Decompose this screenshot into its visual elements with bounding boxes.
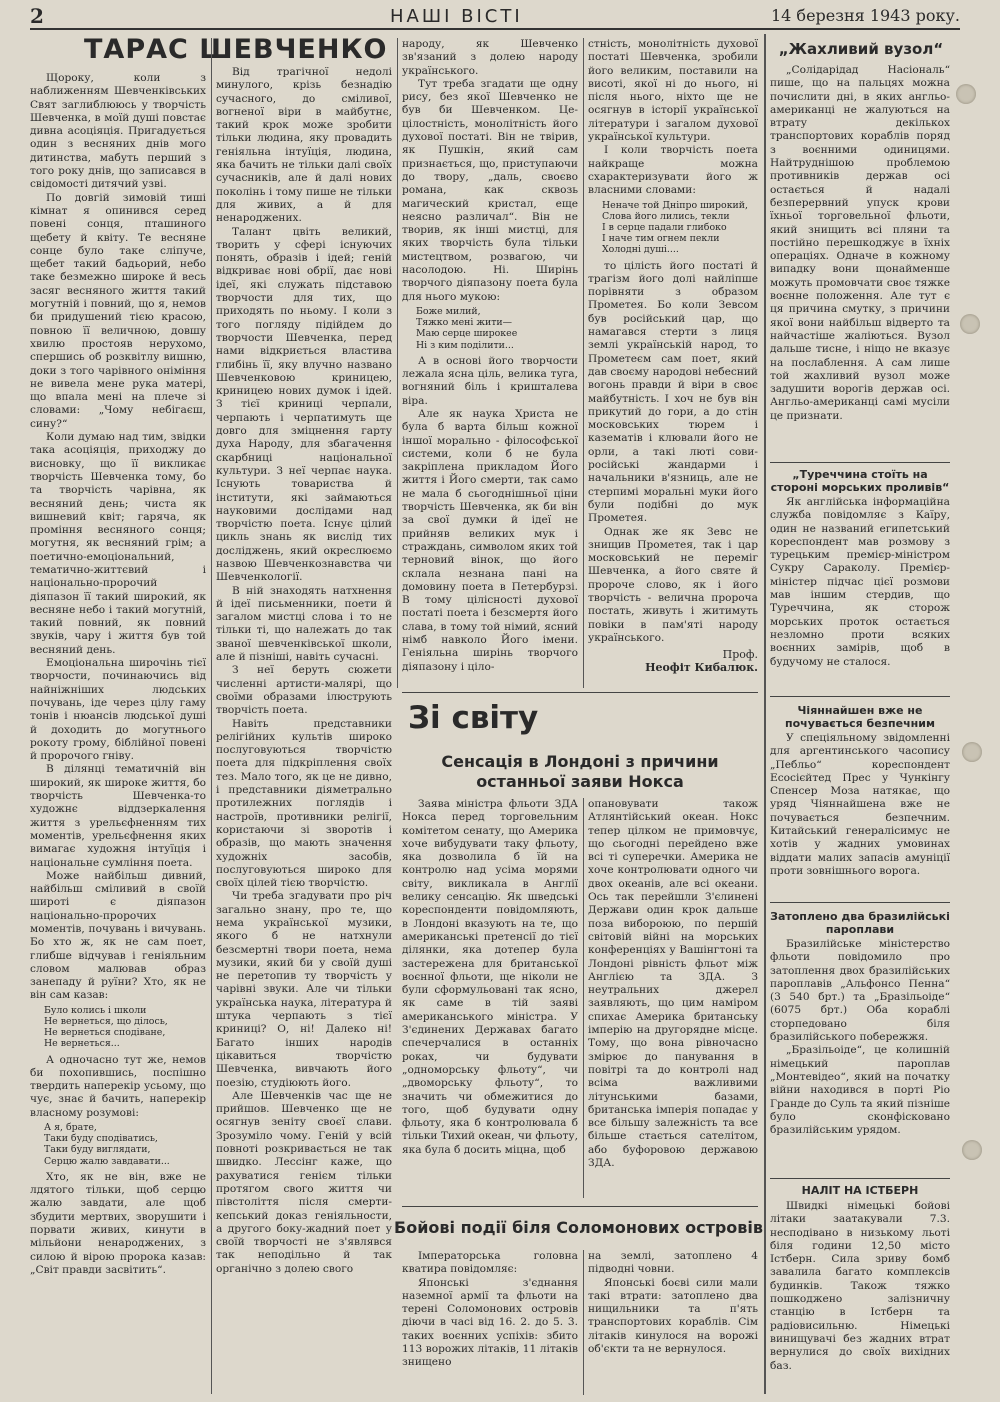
- paragraph: опановувати також Атлянтійський океан. Нокс тепер цілком не примовчує, що сьогодні перейдено вже всі ті суперечки. Америка не хоче контролювати одного чи двох океанів, але всі океани. Ось так перейшли З'єлинені Держави один крок дальше поза вибороюю, по першій світовій війні на морських конференціях у Вашінгтоні та Лондоні рівність фльот між Англією та ЗДА. З неутральних джерел заявляють, що цим наміром спихає Америка британську імперію на другорядне місце. Тому, що вона рівночасно змірює до панування в повітрі та до контролі над всіма важливими літунськими базами, британська імперія попадає у все більшу залежність та все більше стається сателітом, або буфоровою державою ЗДА.: [588, 798, 758, 1170]
- paragraph: По довгій зимовій тиші кімнат я опинився серед повені сонця, пташиного щебету й квіту. Те весняне сонце було таке сліпуче, щебет такий бадьорий, небо таке безмежно широке й весь засяг весняного життя такий могутній і повний, що я, немов би придушений тією красою, повною її величною, довшу хвилю простояв нерухомо, спершись об розквітлу вишню, доки з того чарівного оніміння не вивела мене рука матері, що впала мені на плече зі словами: „Чому небігаєш, сину?“: [30, 191, 206, 430]
- paragraph: Як англійська інформаційна служба повідомляє з Каїру, один не названий египетський кореспондент мав розмову з турецьким премієр-міністром Сукру Сараколу. Премієр-міністер підчас цієї розмови мав іншим стердив, що Туреччина, як сторож морських проток остається незломно проти всяких воєнних замірів, щоб в будучому не сталося.: [770, 496, 950, 668]
- poem-line: Серцю жалю завдавати...: [44, 1155, 170, 1167]
- author-name: Неофіт Кибалюк.: [645, 661, 758, 675]
- article-column-4: [588, 38, 758, 688]
- section-divider: [402, 692, 758, 693]
- poem-line: Маю серце широкее: [416, 328, 518, 340]
- poem-line: Боже милий,: [416, 305, 481, 317]
- paragraph: „Бразільоіде“, це колишній німецький пароплав „Монтевідео“, який на початку війни находився в порті Ріо Гранде до Суль та який пізніше було сконфісковано бразилійським урядом.: [770, 1044, 950, 1137]
- poem-line: Ні з ким поділити...: [416, 339, 514, 351]
- page-number: 2: [30, 4, 44, 28]
- author-signature: [588, 648, 758, 675]
- news-body: [770, 1200, 950, 1395]
- binder-hole: [960, 314, 980, 334]
- author-title: Проф.: [722, 648, 758, 662]
- poem-quote: [44, 1005, 206, 1050]
- masthead: НАШІ ВІСТІ: [390, 6, 523, 27]
- poem-line: Холодні душі....: [602, 244, 679, 256]
- paragraph: Тут треба згадати ще одну рису, без якої Шевченко не був би Шевченком. Це-цілостність, монолітність його духової постаті. Він не твірив, як Пушкін, який сам признається, що, приступаючи до твору, „даль, своєво романа, как сквозь магический кристал, еще неясно различал“. Він не творив, як інші мистці, для яких творчість була тільки мистецтвом, розвагою, чи насолодою. Ні. Ширінь творчого діяпазону поета була для нього мукою:: [402, 77, 578, 303]
- poem-line: А я, брате,: [44, 1122, 97, 1134]
- news-column: [402, 1250, 578, 1395]
- article-title: ТАРАС ШЕВЧЕНКО: [84, 34, 388, 65]
- paragraph: Однак же як Зевс не знищив Прометея, так і цар московський не переміг Шевченка, а його святе й пророче слово, як і його творчість - велична пророча постать, живуть і житимуть повіки в пам'яті народу українського.: [588, 525, 758, 644]
- headline: Сенсація в Лондоні з причини останньої заяви Нокса: [441, 752, 719, 791]
- poem-line: І наче тим огнем пекли: [602, 233, 720, 245]
- poem-line: Не вернеться...: [44, 1038, 120, 1050]
- column-divider: [211, 38, 212, 1394]
- paragraph: Щороку, коли з наближенням Шевченківських Свят заглиблююсь у творчість Шевченка, в моїй душі повстає дивна асоціяція. Пригадується один з весняних днів мого дитинства, мабуть перший з того року днів, що записався в свідомості дитячий узві.: [30, 72, 206, 191]
- paragraph: В ній знаходять натхнення й ідеї письменники, поети й загалом мистці слова і то не тільки ті, що належать до так званої шевченківської школи, але й пізніші, навіть сучасні.: [216, 584, 392, 664]
- column-divider: [583, 798, 584, 1198]
- news-title: НАЛІТ НА ІСТБЕРН: [801, 1184, 919, 1197]
- paragraph: Бразилійське міністерство фльоти повідомило про затоплення двох бразилійських пароплавів „Альфонсо Пенна“ (3 540 брт.) та „Бразільоіде“ (6075 брт.) Оба кораблі сторпедовано біля бразилійського побережжя.: [770, 938, 950, 1044]
- poem-line: Було колись і школи: [44, 1004, 147, 1016]
- poem-line: Тяжко мені жити—: [416, 317, 513, 329]
- paragraph: на землі, затоплено 4 підводні човни.: [588, 1250, 758, 1276]
- column-divider: [397, 38, 398, 688]
- section-divider: [770, 462, 950, 463]
- poem-line: І в серце падали глибоко: [602, 221, 727, 233]
- paragraph: І коли творчість поета найкраще можна схарактеризувати його ж власними словами:: [588, 144, 758, 197]
- paragraph: Але Шевченків час ще не прийшов. Шевченко ще не осягнув зеніту своєї слави. Зрозуміло чому. Геній у всій повноті розкривається не так швидко. Лессінг каже, що рахуватися генієм тільки протягом свого життя чи півстоліття після смерти-кепський доказ геніяльности, а другого боку-жадний поет у своїй творчості не з'являвся так неподільно й так органічно з долею свого: [216, 1089, 392, 1275]
- binder-hole: [962, 742, 982, 762]
- column-divider: [583, 38, 584, 688]
- binder-hole: [962, 1140, 982, 1160]
- paragraph: А одночасно тут же, немов би похопившись, поспішно твердить наперекір усьому, що чує, знає й бачить, наперекір власному розумові:: [30, 1053, 206, 1119]
- poem-line: Не вернеться сподіване,: [44, 1027, 166, 1039]
- section-divider: [402, 1206, 758, 1207]
- poem-line: Слова його лились, текли: [602, 210, 730, 222]
- paragraph: Від трагічної недолі минулого, крізь безнадію сучасного, до сміливої, вогненої віри в майбутнє, такий крок може зробити тільки людина, яку провадить геніяльна інтуїція, людина, яка бачить не тільки далі своїх сучасників, але й далі нових поколінь і тому пише не тільки для живих, а й для ненароджених.: [216, 66, 392, 225]
- paragraph: Швидкі німецькі бойові літаки заатакували 7.3. несподівано в низькому льоті біля години 12,50 місто Істберн. Сила зриву бомб завалила багато комплексів будинків. Також тяжко пошкоджено залізничну станцію в Істберн та радіовисильню. Німецькі винищувачі без жадних втрат вернулися до своїх вихідних баз.: [770, 1200, 950, 1372]
- paragraph: Але як наука Христа не була б варта більш кожної іншої морально - філософської системи, коли б не була закріплена прикладом Його життя і Його смерти, так само не мала б сьогоднішньої ціни творчість Шевченка, як би він за свої думки й ідеї не прийняв великих мук і страждань, символом яких той терновий вінок, що його склала незнана пані на домовину поета в Петербурзі. В тому цілісності духової постаті поета і безсмертя його слава, в тому той німий, ясний німб навколо Його імени. Геніяльна ширінь творчого діяпазону і ціло-: [402, 407, 578, 673]
- paragraph: Талант цвіть великий, творить у сфері існуючих понять, образів і ідей; геній відкриває нові обрії, дає нові ідеї, які служать підставою творчости для тих, що приходять по ньому. І коли з того погляду підійдем до творчости Шевченка, перед нами відкриється властива глибінь її, яку влучно названо Шевченковою криницею, криницею нових думок і ідей. З тієї криниці черпали, черпають і черпатимуть ще довго для зміцнення гарту духа Народу, для збагачення скарбниці національної культури. З неї черпає наука. Існують товариства й інститути, які займаються науковими дослідами над творчістю поета. Існує цілий цикль знань як вислід тих досліджень, який окреслюємо назвою Шевченкознавства чи Шевченкології.: [216, 225, 392, 584]
- poem-line: Таки буду сподіватись,: [44, 1133, 158, 1145]
- paragraph: стність, монолітність духової постаті Шевченка, зробили його великим, поставили на висоті, якої ні до нього, ні після нього, ніхто ще не осягнув в історії української літератури і загалом духової української культури.: [588, 38, 758, 144]
- paragraph: Заява міністра фльоти ЗДА Нокса перед торговельним комітетом сенату, що Америка хоче вибудувати таку фльоту, яка дозволила б їй на контролю над усіма морями світу, викликала в Англії велику сенсацію. Як шведські кореспонденти повідомляють, в Лондоні вказують на те, що американські претенсії до тієї ділянки, яка дотепер була застережена для британської воєнної фльоти, ще ніколи не були сформульовані так ясно, як саме в тій заяві американського міністра. У З'єдинених Державах багато спечерчалися в останніх роках, чи будувати „одноморську фльоту“, чи „двоморську фльоту“, то значить чи обмежитися до того, щоб будувати одну фльоту, яка б контролювала б тільки Тихий океан, чи фльоту, яка була б досить міцна, щоб: [402, 798, 578, 1156]
- article-column-3: [402, 38, 578, 688]
- paragraph: Японські боєві сили мали такі втрати: затоплено два нищильники та п'ять транспортових кораблів. Сім літаків кинулося на ворожі об'єкти та не вернулося.: [588, 1276, 758, 1356]
- section-divider: [770, 902, 950, 903]
- news-column: [402, 798, 578, 1198]
- news-title: Чіяннайшен вже не почувається безпечним: [785, 704, 935, 730]
- news-body: [770, 938, 950, 1174]
- poem-line: Не вернеться, що ділось,: [44, 1015, 168, 1027]
- paragraph: З неї беруть сюжети численні артисти-малярі, що своїми образами ілюструють творчість поета.: [216, 664, 392, 717]
- paragraph: то цілість його постаті й трагізм його долі найліпше порівняти з образом Прометея. Бо коли Зевсом був російський цар, що намагався стерти з лиця землі українській народ, то Прометеєм сам поет, який дав своєму народові небесний вогонь правди й віри в своє майбутність. І хоч не був він прикутий до гори, а до стін московських тюрем і казематів і клювали його не орли, а такі люті сови-російські жандарми і начальники в'язниць, але не стерпимі моральні муки його були подібні до мук Прометея.: [588, 259, 758, 525]
- news-title: „Туреччина стоїть на стороні морських проливів“: [770, 468, 950, 494]
- news-title: „Жахливий вузол“: [778, 40, 944, 58]
- section-divider: [770, 1178, 950, 1179]
- section-title: Зі світу: [408, 700, 539, 736]
- news-column: [588, 1250, 758, 1395]
- article-column-1: [30, 72, 206, 1392]
- paragraph: Може найбільш дивний, найбільш сміливий в своїй широті є діяпазон національно-пророчих моментів, почувань і вичувань. Бо хто ж, як не сам поет, глибше відчував і геніяльним словом малював образ занепаду й руїни? Хто, як не він сам казав:: [30, 869, 206, 1002]
- column-divider: [583, 1250, 584, 1395]
- poem-line: Неначе той Дніпро широкий,: [602, 199, 749, 211]
- news-body: [770, 496, 950, 692]
- paragraph: У спеціяльному звідомленні для аргентинського часопису „Пебльо“ кореспондент Есосієйтед Прес у Чункінгу Спенсер Моза натякає, що уряд Чіяннайшена вже не почувається безпечним. Китайський генералісимус не хотів у жадних умовинах віддати малих запасів амуніції проти зовнішнього ворога.: [770, 732, 950, 877]
- paragraph: А в основі його творчости лежала ясна ціль, велика туга, вогняний біль і кришталева віра.: [402, 354, 578, 407]
- paragraph: народу, як Шевченко зв'язаний з долею народу українського.: [402, 38, 578, 77]
- headline: Бойові події біля Соломонових островів: [394, 1218, 764, 1237]
- paragraph: Японські з'єднання наземної армії та фльоти на терені Соломонових островів діючи в часі від 16. 2. до 5. 3. таких воєнних успіхів: збито 113 ворожих літаків, 11 літаків знищено: [402, 1276, 578, 1369]
- news-body: [770, 64, 950, 460]
- paragraph: Чи треба згадувати про річ загально знану, про те, що нема української музики, якого б не натхнули безсмертні твори поета, нема музики, який би у своїй душі не перетопив ту творчість у чарівні звуки. Але чи тільки українська наука, література й штука черпають з тієї криниці? О, ні! Далеко ні! Багато інших народів цікавиться творчістю Шевченка, вивчають його поезію, студіюють його.: [216, 890, 392, 1089]
- issue-date: 14 березня 1943 року.: [770, 6, 960, 25]
- paragraph: Коли думаю над тим, звідки така асоціяція, приходжу до висновку, що її викликає творчість Шевченка тому, бо та творчість чарівна, як весняний день; чиста як вишневий квіт; гаряча, як проміння весняного сонця; могутня, як весняний грім; а поетично-емоціональний, тематично-життєвий і національно-пророчий діяпазон її такий широкий, як весняне небо і такий могутній, такий повний, як повний звуків, чару і життя був той весняний день.: [30, 431, 206, 656]
- paragraph: Імператорська головна кватира повідомляє:: [402, 1250, 578, 1276]
- poem-quote: [416, 306, 578, 351]
- news-body: [770, 732, 950, 898]
- section-divider: [770, 696, 950, 697]
- poem-quote: [44, 1122, 206, 1167]
- article-column-2: [216, 66, 392, 1394]
- paragraph: В ділянці тематичній він широкий, як широке життя, бо творчість Шевченка-то художнє віддзеркалення життя з урельєфненням тих моментів, урельєфнення яких вимагає художня інтуїція і національне сумління поета.: [30, 763, 206, 869]
- paragraph: Емоціональна широчінь тієї творчости, починаючись від найніжніших людських почувань, іде через цілу гаму тонів і нюансів людської душі й доходить до могутнього рокоту грому, біблійної повені й пророчого гніву.: [30, 657, 206, 763]
- paragraph: Хто, як не він, вже не лдятого тільки, щоб серцю жалю завдати, але щоб збудити мертвих, зворушити і порвати живих, кинути в мільйони ненароджених, з силою й вірою пророка казав: „Світ правди засвітить“.: [30, 1170, 206, 1276]
- news-title: Затоплено два бразилійські пароплави: [770, 910, 950, 936]
- paragraph: Навіть представники релігійних культів широко послуговуються творчістю поета для підкріплення своїх тез. Мало того, як це не дивно, і представники діяметрально протилежних поглядів і настроїв, противники релігії, користаючи зі зворотів і образів, що мають значення художніх засобів, послуговуються широко для своїх цілей тією творчістю.: [216, 717, 392, 890]
- poem-quote: [602, 200, 758, 256]
- poem-line: Таки буду виглядати,: [44, 1144, 151, 1156]
- page-header: [30, 4, 960, 30]
- news-column: [588, 798, 758, 1198]
- paragraph: „Солідарідад Насіональ“ пише, що на пальцях можна почислити дні, в яких англьо-американці не жалуються на втрату декількох транспортових кораблів поряд з воєнними одиницями. Найтруднішою проблемою противників держав осі остається й надалі безперервний упуск крови їхньої торговельної фльоти, який знищить всі пляни та постійно перешкоджує в їхніх операціях. Одначе в кожному випадку вони щонайменше можуть промовчати своє тяжке воєнне положення. Але тут є ця причина смутку, з причини якої вони найбільш відверто та найчастіше жаліються. Вузол дальше тисне, і ніщо не вказує на послаблення. А сам лише той жахливий вузол може задушити ворогів держав осі. Англьо-американці самі мусіли це признати.: [770, 64, 950, 422]
- binder-hole: [956, 84, 976, 104]
- sidebar-divider: [764, 34, 766, 1394]
